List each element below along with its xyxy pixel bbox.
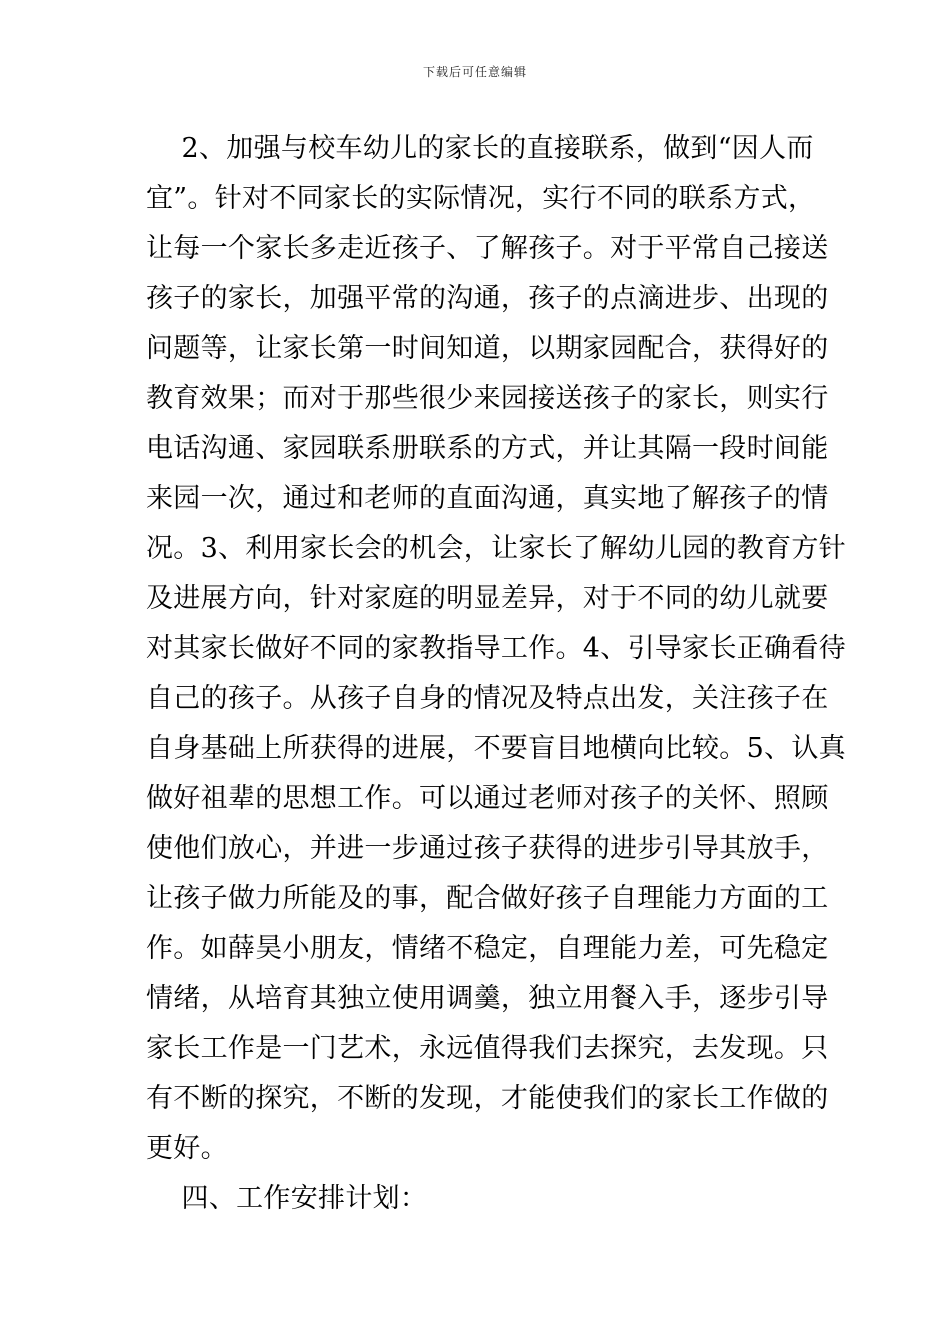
body-line-14: 做好祖辈的思想工作。可以通过老师对孩子的关怀、照顾	[146, 783, 829, 814]
body-line-12: 自己的孩子。从孩子自身的情况及特点出发，关注孩子在	[146, 683, 829, 714]
body-line-3: 让每一个家长多走近孩子、了解孩子。对于平常自己接送	[146, 233, 829, 264]
body-line-16: 让孩子做力所能及的事，配合做好孩子自理能力方面的工	[146, 883, 829, 914]
body-line-15: 使他们放心，并进一步通过孩子获得的进步引导其放手，	[146, 833, 829, 864]
body-line-6: 教育效果；而对于那些很少来园接送孩子的家长，则实行	[146, 383, 829, 414]
body-line-20: 有不断的探究，不断的发现，才能使我们的家长工作做的	[146, 1083, 829, 1114]
body-line-7: 电话沟通、家园联系册联系的方式，并让其隔一段时间能	[146, 433, 829, 464]
body-line-17: 作。如薛昊小朋友，情绪不稳定，自理能力差，可先稳定	[146, 933, 829, 964]
body-line-19: 家长工作是一门艺术，永远值得我们去探究，去发现。只	[146, 1033, 829, 1064]
page-header: 下载后可任意编辑	[422, 65, 527, 79]
body-line-9: 况。3、利用家长会的机会，让家长了解幼儿园的教育方针	[146, 533, 846, 564]
body-line-2: 宜”。针对不同家长的实际情况，实行不同的联系方式，	[146, 183, 816, 214]
body-line-21: 更好。	[146, 1133, 228, 1164]
body-line-8: 来园一次，通过和老师的直面沟通，真实地了解孩子的情	[146, 483, 829, 514]
body-line-11: 对其家长做好不同的家教指导工作。4、引导家长正确看待	[146, 633, 846, 664]
section-heading: 四、工作安排计划：	[146, 1183, 428, 1214]
body-line-1: 2、加强与校车幼儿的家长的直接联系，做到“因人而	[146, 133, 814, 164]
body-line-13: 自身基础上所获得的进展，不要盲目地横向比较。5、认真	[146, 733, 846, 764]
body-line-4: 孩子的家长，加强平常的沟通，孩子的点滴进步、出现的	[146, 283, 829, 314]
body-line-18: 情绪，从培育其独立使用调羹，独立用餐入手，逐步引导	[146, 983, 829, 1014]
body-line-5: 问题等，让家长第一时间知道，以期家园配合，获得好的	[146, 333, 829, 364]
body-line-10: 及进展方向，针对家庭的明显差异，对于不同的幼儿就要	[146, 583, 829, 614]
